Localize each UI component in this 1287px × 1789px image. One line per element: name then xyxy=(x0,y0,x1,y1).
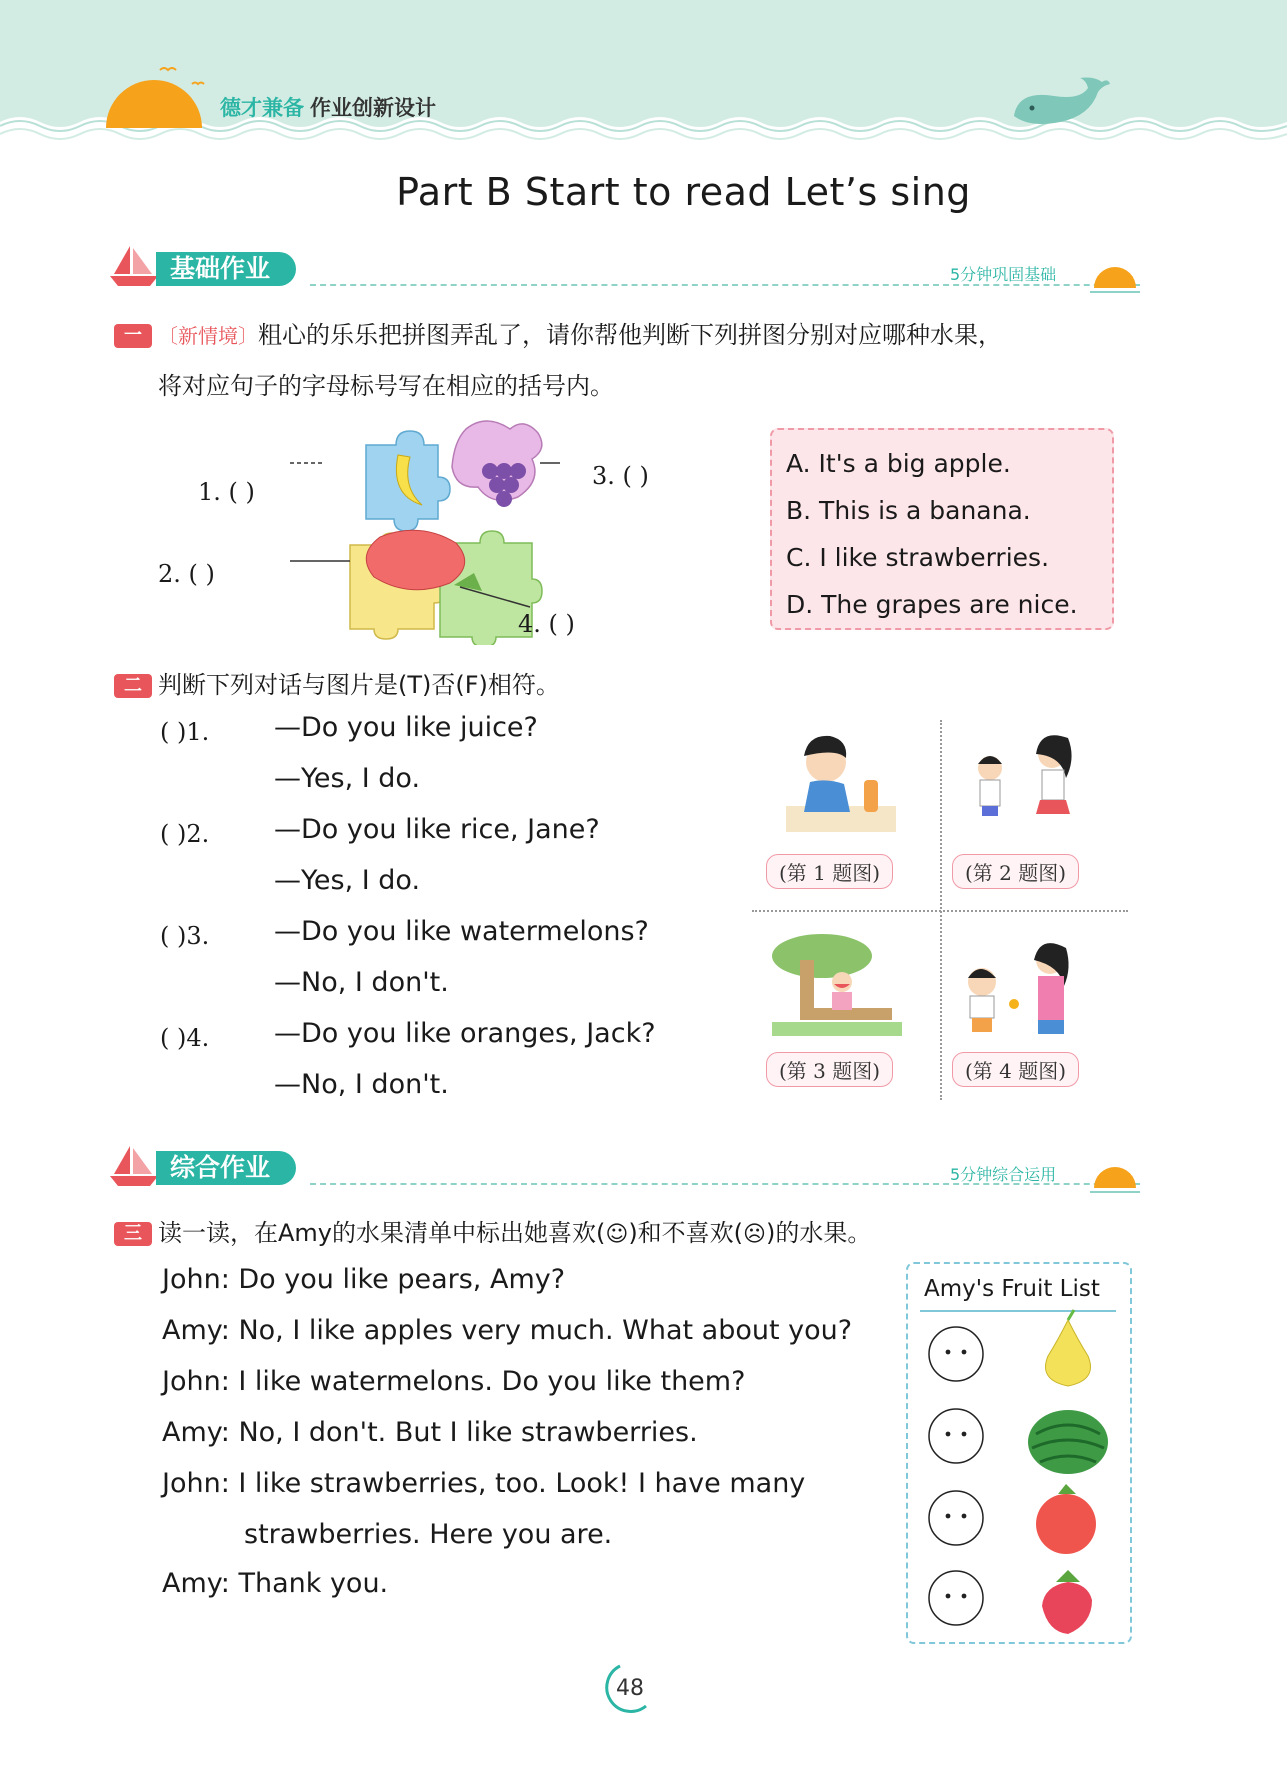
sun-small-icon xyxy=(1090,258,1140,298)
frown-icon: ☹ xyxy=(743,1222,766,1247)
question-1-line1: 粗心的乐乐把拼图弄乱了，请你帮他判断下列拼图分别对应哪种水果， xyxy=(258,321,1002,349)
answer-blank-2[interactable]: ( )2. xyxy=(160,820,210,848)
dialog-3-question: —Do you like watermelons? xyxy=(274,916,649,947)
smile-icon: ☺ xyxy=(605,1222,629,1247)
question-2-number: 二 xyxy=(114,674,152,698)
caption-2: (第 2 题图) xyxy=(952,854,1079,889)
option-c: C. I like strawberries. xyxy=(786,543,1050,572)
dialog-3-answer: —No, I don't. xyxy=(274,967,449,998)
sailboat-icon xyxy=(110,244,160,288)
option-d: D. The grapes are nice. xyxy=(786,590,1078,619)
new-context-tag: 〔新情境〕 xyxy=(158,324,258,348)
option-a: A. It's a big apple. xyxy=(786,449,1011,478)
sun-logo-icon xyxy=(100,62,210,132)
caption-1: (第 1 题图) xyxy=(766,854,893,889)
answer-blank-3[interactable]: ( )3. xyxy=(160,922,210,950)
fruit-list-drawing xyxy=(906,1262,1132,1644)
answer-blank-4[interactable]: ( )4. xyxy=(160,1024,210,1052)
question-1-text xyxy=(158,310,1158,411)
blank-4[interactable]: 4. ( ) xyxy=(518,610,575,638)
page-title: Part B Start to read Let’s sing xyxy=(396,170,971,214)
blank-2[interactable]: 2. ( ) xyxy=(158,560,215,588)
question-3-text xyxy=(158,1208,871,1260)
sun-small-icon-2 xyxy=(1090,1158,1140,1198)
picture-2-girls xyxy=(962,724,1082,840)
reading-line-4: Amy: No, I don't. But I like strawberries. xyxy=(162,1417,698,1448)
reading-line-7: Amy: Thank you. xyxy=(162,1568,389,1599)
picture-4-boy-woman xyxy=(950,932,1090,1040)
section-comprehensive-label: 综合作业 xyxy=(156,1151,296,1185)
brand-part2: 作业创新设计 xyxy=(310,96,436,120)
options-box xyxy=(770,428,1114,630)
section-comprehensive-note: 5分钟综合运用 xyxy=(950,1165,1057,1184)
reading-line-3: John: I like watermelons. Do you like them? xyxy=(162,1366,746,1397)
section-basic-label: 基础作业 xyxy=(156,252,296,286)
brand-part1: 德才兼备 xyxy=(220,96,304,120)
fruit-list-title: Amy's Fruit List xyxy=(924,1276,1100,1302)
blank-face-icon xyxy=(929,1327,983,1625)
question-1-line2: 将对应句子的字母标号写在相应的括号内。 xyxy=(158,372,614,400)
dialog-1-question: —Do you like juice? xyxy=(274,712,538,743)
question-3-text-c: )的水果。 xyxy=(765,1219,872,1247)
reading-line-1: John: Do you like pears, Amy? xyxy=(162,1264,566,1295)
caption-3: (第 3 题图) xyxy=(766,1052,893,1087)
page-number: 48 xyxy=(616,1676,644,1701)
option-b: B. This is a banana. xyxy=(786,496,1031,525)
sailboat-icon-2 xyxy=(110,1144,160,1188)
answer-blank-1[interactable]: ( )1. xyxy=(160,718,210,746)
whale-icon xyxy=(1010,76,1110,132)
dialog-4-question: —Do you like oranges, Jack? xyxy=(274,1018,656,1049)
dialog-4-answer: —No, I don't. xyxy=(274,1069,449,1100)
question-3-number: 三 xyxy=(114,1222,152,1246)
reading-line-5: John: I like strawberries, too. Look! I have many xyxy=(162,1468,806,1499)
reading-line-2: Amy: No, I like apples very much. What about you? xyxy=(162,1315,853,1346)
dialog-2-question: —Do you like rice, Jane? xyxy=(274,814,600,845)
reading-line-6: strawberries. Here you are. xyxy=(244,1519,613,1550)
picture-3-watermelon xyxy=(772,930,902,1038)
brand-title xyxy=(220,92,436,122)
question-1-number: 一 xyxy=(114,324,152,348)
blank-1[interactable]: 1. ( ) xyxy=(198,478,255,506)
blank-3[interactable]: 3. ( ) xyxy=(592,462,649,490)
dialog-2-answer: —Yes, I do. xyxy=(274,865,421,896)
question-3-text-b: )和不喜欢( xyxy=(628,1219,744,1247)
caption-4: (第 4 题图) xyxy=(952,1052,1079,1087)
question-2-text: 判断下列对话与图片是(T)否(F)相符。 xyxy=(158,671,560,699)
question-3-text-a: 读一读，在Amy的水果清单中标出她喜欢( xyxy=(158,1219,606,1247)
dialog-1-answer: —Yes, I do. xyxy=(274,763,421,794)
picture-1-boy-drinking xyxy=(786,726,896,836)
section-basic-note: 5分钟巩固基础 xyxy=(950,265,1057,284)
